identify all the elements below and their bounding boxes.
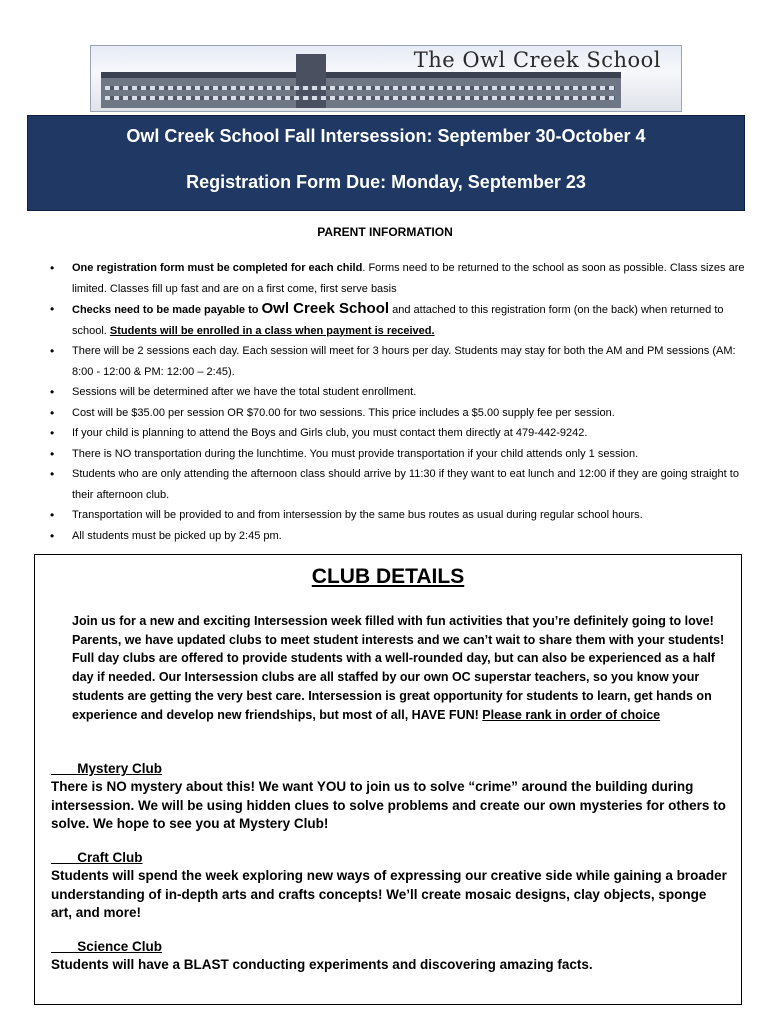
list-item: • Students who are only attending the afternoon class should arrive by 11:30 if they want to eat lunch and 12:00 if they are going straight to their afternoon club. [50, 464, 750, 505]
banner-title: The Owl Creek School [413, 48, 661, 72]
building-roof [101, 72, 621, 78]
craft-club-title: Craft Club [51, 850, 143, 865]
club-intro: Join us for a new and exciting Intersession week filled with fun activities that you’re definitely going to love! Parents, we have updated clubs to meet student interests and we can’t wait to share them with your students! Full day clubs are offered to provide students with a well-rounded day, but can also be experienced as a half day if needed. Our Intersession clubs are all staffed by our own OC superstar teachers, so you know your students are getting the very best care. Intersession is great opportunity for students to learn, get hands on experience and develop new friendships, but most of all, HAVE FUN! Please rank in order of choice [72, 614, 725, 722]
list-item: • All students must be picked up by 2:45 pm. [50, 526, 750, 547]
club-details-box [34, 554, 742, 1005]
school-banner [90, 45, 682, 112]
science-club-description: Students will have a BLAST conducting experiments and discovering amazing facts. [51, 957, 593, 972]
parent-info-heading: PARENT INFORMATION [317, 225, 453, 239]
building-illustration [101, 76, 621, 108]
list-item: • Cost will be $35.00 per session OR $70.00 for two sessions. This price includes a $5.00 supply fee per session. [50, 403, 750, 424]
list-item: • Transportation will be provided to and from intersession by the same bus routes as usual during regular school hours. [50, 505, 750, 526]
science-club-title: Science Club [51, 939, 163, 954]
mystery-club-description: There is NO mystery about this! We want YOU to join us to solve “crime” around the building during intersession. We will be using hidden clues to solve problems and create our own mysteries for others to solve. We hope to see you at Mystery Club! [51, 779, 726, 831]
header-box [27, 115, 745, 211]
parent-info-list [50, 258, 750, 546]
form-due-date: Registration Form Due: Monday, September 23 [186, 172, 586, 192]
list-item: • If your child is planning to attend the Boys and Girls club, you must contact them directly at 479-442-9242. [50, 423, 750, 444]
payee-name: Owl Creek School [261, 300, 390, 317]
mystery-club-title: Mystery Club [51, 761, 163, 776]
list-item: • One registration form must be completed for each child. Forms need to be returned to the school as soon as possible. Class sizes are limited. Classes fill up fast and are on a first come, first serve basis [50, 258, 750, 299]
list-item: • Sessions will be determined after we have the total student enrollment. [50, 382, 750, 403]
building-windows [105, 86, 615, 90]
list-item: • There is NO transportation during the lunchtime. You must provide transportation if your child attends only 1 session. [50, 444, 750, 465]
club-details-title: CLUB DETAILS [311, 565, 465, 588]
list-item: • There will be 2 sessions each day. Each session will meet for 3 hours per day. Students may stay for both the AM and PM sessions (AM: 8:00 - 12:00 & PM: 12:00 – 2:45). [50, 341, 750, 382]
intersession-dates: Owl Creek School Fall Intersession: September 30-October 4 [126, 126, 646, 146]
rank-instruction: Please rank in order of choice [482, 707, 661, 722]
building-windows [105, 96, 615, 100]
list-item: • Checks need to be made payable to Owl Creek School and attached to this registration form (on the back) when returned to school. Students will be enrolled in a class when payment is received. [50, 299, 750, 341]
craft-club-description: Students will spend the week exploring new ways of expressing our creative side while gaining a broader understanding of in-depth arts and crafts concepts! We’ll create mosaic designs, clay objects, sponge art, and more! [51, 868, 727, 920]
